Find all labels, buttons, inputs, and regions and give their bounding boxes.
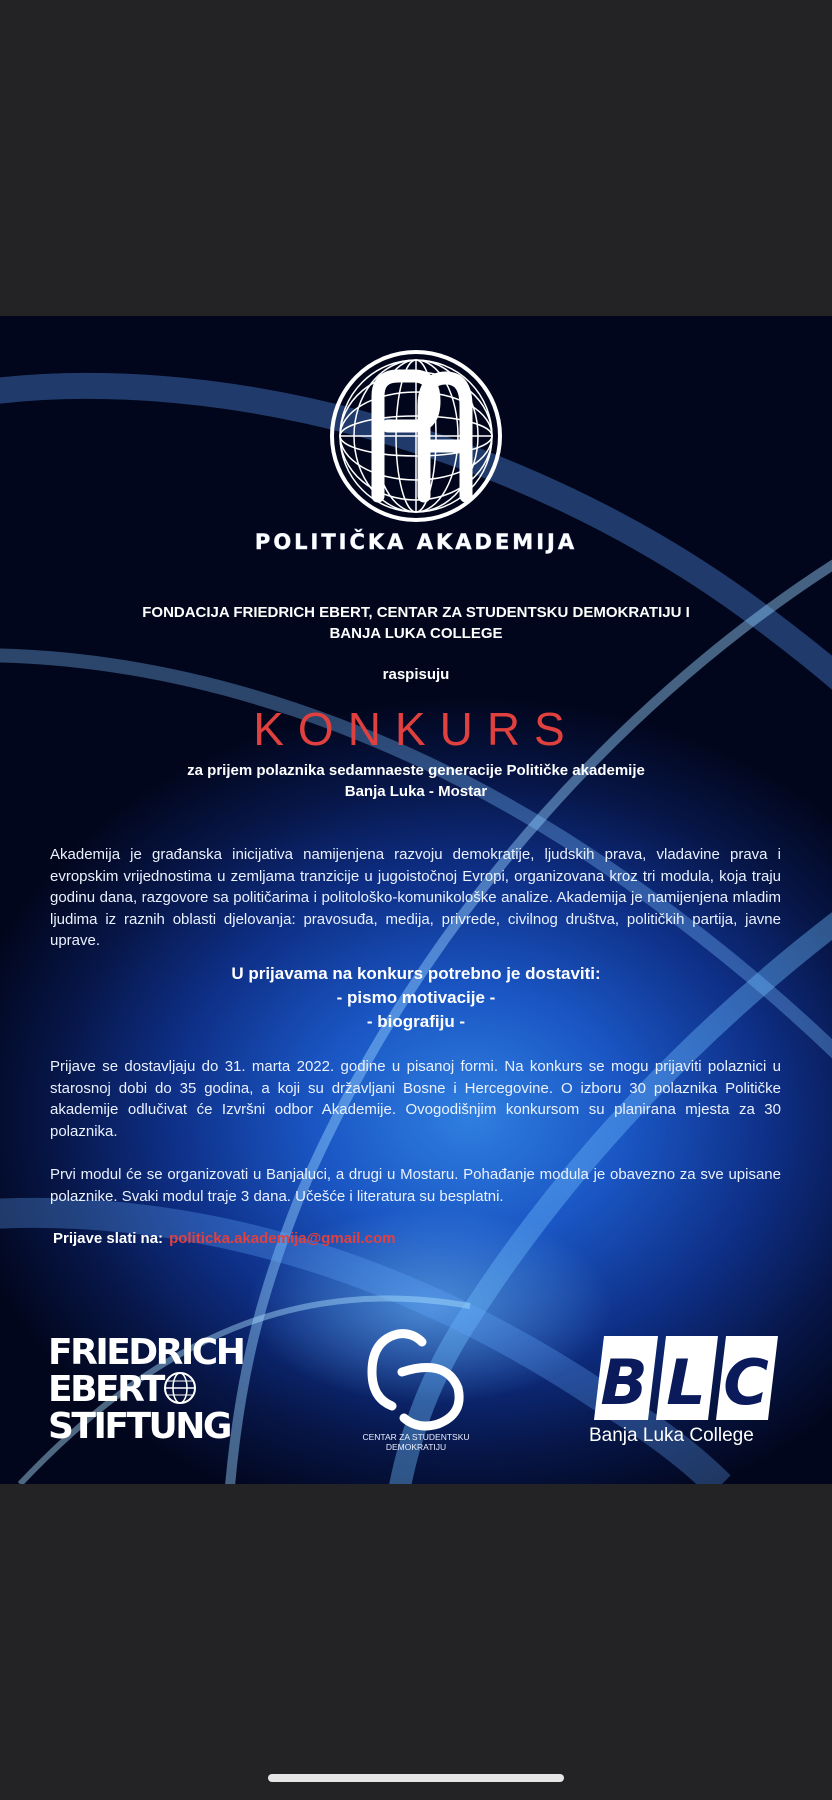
blc-logo [590,1336,778,1427]
fes-line-3: STIFTUNG [48,1406,230,1447]
fes-line-2: EBERT [48,1371,243,1408]
blc-letters-graphic [590,1336,778,1422]
fes-logo [48,1334,243,1445]
requirements-title: U prijavama na konkurs potrebno je dostaviti: [231,964,601,983]
contact-line [53,1230,395,1247]
announce-location: Banja Luka - Mostar [344,783,488,800]
application-details: Prijave se dostavljaju do 31. marta 2022. godine u pisanoj formi. Na konkurs se mogu prijaviti polaznici u starosnoj dobi do 35 godina, a koji su državljani Bosne i Hercegovine. O izboru 30 polaznika Političke akademije odlučivat će Izvršni odbor Akademije. Ovogodišnjim konkursom su planirana mjesta za 30 polaznika. [50,1058,781,1140]
academy-name: POLITIČKA AKADEMIJA [254,530,578,554]
blc-letter-l: L [666,1346,706,1419]
announce-subtitle: za prijem polaznika sedamnaeste generacije Političke akademije [187,762,645,779]
contact-label: Prijave slati na: [53,1230,164,1247]
poster-image [0,316,832,1484]
fes-line-1: FRIEDRICH [48,1332,244,1373]
organizers-line-1: FONDACIJA FRIEDRICH EBERT, CENTAR ZA STUDENTSKU DEMOKRATIJU I [142,604,690,621]
module-details: Prvi modul će se organizovati u Banjaluci, a drugi u Mostaru. Pohađanje modula je obavezno za sve upisane polaznike. Svaki modul traje 3 dana. Učešće i literatura su besplatni. [50,1166,781,1205]
csd-logo-icon [362,1328,472,1432]
blc-letter-b: B [600,1346,648,1419]
konkurs-title: KONKURS [253,703,579,755]
political-academy-logo [0,346,832,531]
requirement-biography: - biografiju - [366,1012,466,1031]
requirement-motivation-letter: - pismo motivacije - [336,988,496,1007]
csd-logo-text: CENTAR ZA STUDENTSKU DEMOKRATIJU [362,1432,470,1452]
blc-caption: Banja Luka College [589,1425,754,1446]
organizers-line-2: BANJA LUKA COLLEGE [329,625,503,642]
globe-pa-icon [326,346,506,526]
announce-verb: raspisuju [382,666,450,683]
fes-globe-icon [161,1371,199,1405]
contact-email-link[interactable]: politicka.akademija@gmail.com [169,1230,396,1247]
blc-letter-c: C [723,1346,769,1419]
home-indicator-bar[interactable] [268,1774,564,1782]
academy-description: Akademija je građanska inicijativa namijenjena razvoju demokratije, ljudskih prava, vladavine prava i evropskim vrijednostima u zemljama tranzicije u jugoistočnoj Evropi, organizovana kroz tri modula, koja traju godinu dana, razgovore sa političarima i politološko-komunikološke analize. Akademija je namijenjena mladim ljudima iz raznih oblasti djelovanja: pravosuđa, medija, privrede, civilnog društva, političkih partija, javne uprave. [50,846,781,949]
